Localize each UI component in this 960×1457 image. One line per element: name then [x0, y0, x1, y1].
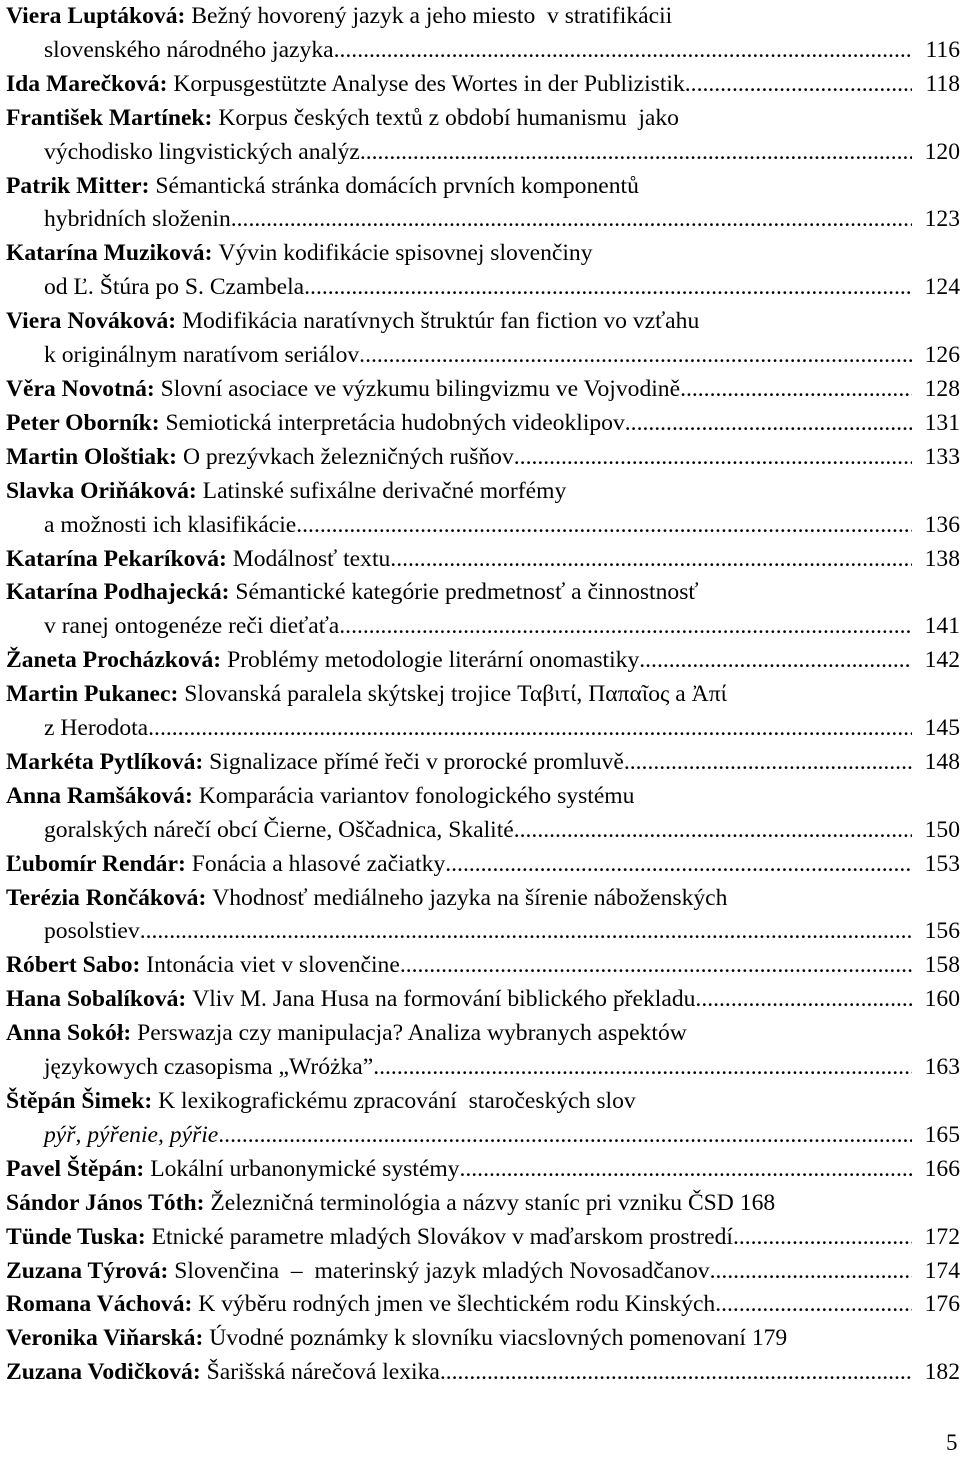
page-ref: 150: [924, 816, 960, 843]
entry-title: Sémantické kategórie predmetnosť a činnostnosť: [235, 579, 699, 606]
entry-title: Korpus českých textů z období humanismu jako: [218, 104, 679, 131]
entry-title: Sémantická stránka domácích prvních komponentů: [155, 172, 639, 199]
author-name: Zuzana Týrová:: [6, 1257, 169, 1284]
entry-title: Latinské sufixálne derivačné morfémy: [202, 477, 567, 504]
toc-entry: [6, 1288, 960, 1322]
entry-title: Semiotická interpretácia hudobných videoklipov: [165, 409, 625, 436]
dot-leader: [639, 644, 912, 678]
toc-line: [6, 136, 960, 170]
page-ref: 124: [924, 274, 960, 301]
toc-line: [6, 509, 960, 543]
page-ref: 116: [925, 36, 960, 63]
author-name: Ida Marečková:: [6, 70, 168, 97]
entry-title: z Herodota: [44, 715, 149, 742]
page-ref: 123: [924, 206, 960, 233]
entry-title: Etnické parametre mladých Slovákov v maďarskom prostredí..: [151, 1223, 745, 1250]
toc-line: [6, 407, 960, 441]
toc-line: [6, 610, 960, 644]
page-ref: 141: [924, 613, 960, 640]
author-name: Ľubomír Rendár:: [6, 850, 186, 877]
entry-title: slovenského národného jazyka: [44, 36, 334, 63]
toc-line: [6, 1187, 960, 1221]
toc-line: [6, 915, 960, 949]
dot-leader: [514, 441, 912, 475]
toc-line: [6, 1322, 960, 1356]
page-ref: 182: [924, 1359, 960, 1386]
toc-line: [6, 949, 960, 983]
toc-entry: [6, 543, 960, 577]
toc-line: [6, 305, 960, 339]
author-name: Veronika Viňarská:: [6, 1325, 204, 1352]
toc-line: [6, 170, 960, 204]
toc-line: [6, 814, 960, 848]
toc-line: [6, 1051, 960, 1085]
toc-entry: [6, 1221, 960, 1255]
entry-title: Vhodnosť mediálneho jazyka na šírenie náboženských: [212, 884, 728, 911]
entry-title: Korpusgestützte Analyse des Wortes in der Publizistik: [173, 70, 685, 97]
author-name: Viera Nováková:: [6, 308, 177, 335]
toc-entry: [6, 746, 960, 780]
page-ref: 168: [739, 1189, 776, 1216]
toc-entry: [6, 949, 960, 983]
dot-leader: [680, 373, 912, 407]
toc-entry: [6, 1017, 960, 1085]
dot-leader: [459, 1153, 912, 1187]
entry-title: Komparácia variantov fonologického systému: [198, 782, 635, 809]
toc-entry: [6, 441, 960, 475]
toc-entry: [6, 407, 960, 441]
entry-title: Slovanská paralela skýtskej trojice Ταβιτί, Παπαῖος a Ἀπί: [184, 681, 727, 708]
toc-line: [6, 0, 960, 34]
page-ref: 163: [924, 1054, 960, 1081]
author-name: Róbert Sabo:: [6, 952, 141, 979]
entry-title: Slovní asociace ve výzkumu bilingvizmu ve Vojvodině: [160, 375, 681, 402]
dot-leader: [710, 1255, 912, 1289]
entry-title: v ranej ontogenéze reči dieťaťa: [44, 613, 340, 640]
page-ref: 133: [924, 443, 960, 470]
dot-leader: [148, 712, 912, 746]
entry-title: K výběru rodných jmen ve šlechtickém rodu Kinských: [198, 1291, 716, 1318]
author-name: Markéta Pytlíková:: [6, 748, 204, 775]
author-name: Žaneta Procházková:: [6, 647, 222, 674]
entry-title: východisko lingvistických analýz: [44, 138, 360, 165]
dot-leader: [390, 543, 912, 577]
page-ref: 148: [924, 748, 960, 775]
entry-title: Šarišská nárečová lexika: [206, 1359, 440, 1386]
author-name: Peter Oborník:: [6, 409, 160, 436]
toc-line: [6, 780, 960, 814]
toc-line: [6, 203, 960, 237]
page-ref: 176: [924, 1291, 960, 1318]
dot-leader: [359, 339, 912, 373]
toc-line: [6, 475, 960, 509]
author-name: Slavka Oriňáková:: [6, 477, 197, 504]
author-name: Hana Sobalíková:: [6, 986, 187, 1013]
entry-title: Slovenčina – materinský jazyk mladých Novosadčanov: [174, 1257, 710, 1284]
toc-line: [6, 102, 960, 136]
toc-line: [6, 1288, 960, 1322]
toc-entry: [6, 576, 960, 644]
entry-title: O prezývkach železničných rušňov: [182, 443, 514, 470]
entry-title: Bežný hovorený jazyk a jeho miesto v stratifikácii: [191, 3, 673, 29]
toc-entry: [6, 1356, 960, 1390]
author-name: Katarína Muziková:: [6, 240, 213, 267]
page-number: 5: [946, 1430, 958, 1455]
page-ref: 158: [924, 952, 960, 979]
page-ref: 142: [924, 647, 960, 674]
toc-line: [6, 1356, 960, 1390]
toc-entry: [6, 1255, 960, 1289]
page-ref: 120: [924, 138, 960, 165]
page-ref: 138: [924, 545, 960, 572]
page-ref: 160: [924, 986, 960, 1013]
dot-leader: [140, 915, 912, 949]
dot-leader: [334, 34, 912, 68]
dot-leader: [296, 509, 912, 543]
toc-line: [6, 712, 960, 746]
toc-line: [6, 848, 960, 882]
dot-leader: [400, 949, 912, 983]
page-ref: 179: [751, 1325, 788, 1352]
entry-title: hybridních složenin: [44, 206, 231, 233]
page-ref: 165: [924, 1121, 960, 1148]
toc-line: [6, 1153, 960, 1187]
toc-line: [6, 68, 960, 102]
toc-line: [6, 1255, 960, 1289]
author-name: Tünde Tuska:: [6, 1223, 146, 1250]
toc-line: [6, 882, 960, 916]
toc-entry: [6, 102, 960, 170]
author-name: Anna Ramšáková:: [6, 782, 193, 809]
dot-leader: [304, 271, 912, 305]
toc-entry: [6, 678, 960, 746]
entry-title: Fonácia a hlasové začiatky: [191, 850, 446, 877]
toc-entry: [6, 780, 960, 848]
dot-leader: [445, 848, 912, 882]
toc-entry: [6, 305, 960, 373]
toc-line: [6, 746, 960, 780]
author-name: Sándor János Tóth:: [6, 1189, 205, 1216]
author-name: Martin Pukanec:: [6, 681, 179, 708]
toc-entry: [6, 1153, 960, 1187]
entry-title: Signalizace přímé řeči v prorocké promluvě: [209, 748, 624, 775]
author-name: Štěpán Šimek:: [6, 1088, 153, 1114]
toc-entry: [6, 848, 960, 882]
toc-line: [6, 441, 960, 475]
toc-line: [6, 271, 960, 305]
page-ref: 174: [924, 1257, 960, 1284]
entry-title: posolstiev: [44, 918, 140, 945]
author-name: Katarína Pekaríková:: [6, 545, 227, 572]
dot-leader: [685, 68, 912, 102]
toc-entry: [6, 983, 960, 1017]
author-name: Věra Novotná:: [6, 375, 155, 402]
toc-line: [6, 1085, 960, 1119]
dot-leader: [218, 1119, 912, 1153]
entry-title: Modifikácia naratívnych štruktúr fan fiction vo vzťahu: [182, 308, 700, 335]
toc-line: [6, 678, 960, 712]
author-name: Zuzana Vodičková:: [6, 1359, 201, 1386]
dot-leader: [715, 1288, 912, 1322]
toc-line: [6, 644, 960, 678]
dot-leader: [514, 814, 912, 848]
entry-title: a možnosti ich klasifikácie: [44, 511, 297, 538]
page-ref: 136: [924, 511, 960, 538]
page-ref: 145: [924, 715, 960, 742]
author-name: Romana Váchová:: [6, 1291, 193, 1318]
page-ref: 131: [924, 409, 960, 436]
toc-entry: [6, 1085, 960, 1153]
page-ref: 126: [924, 342, 960, 369]
author-name: Patrik Mitter:: [6, 172, 150, 199]
toc-entry: [6, 237, 960, 305]
entry-title: k originálnym naratívom seriálov: [44, 342, 360, 369]
page-ref: 166: [924, 1155, 960, 1182]
entry-title: Problémy metodologie literární onomastiky: [227, 647, 640, 674]
entry-title: od Ľ. Štúra po S. Czambela: [44, 274, 305, 301]
toc-line: [6, 983, 960, 1017]
dot-leader: [695, 983, 912, 1017]
toc-line: [6, 1017, 960, 1051]
page-ref: 156: [924, 918, 960, 945]
entry-title: pýř, pýřenie, pýřie: [44, 1121, 219, 1148]
entry-title: Vývin kodifikácie spisovnej slovenčiny: [218, 240, 593, 267]
toc-line: [6, 1221, 960, 1255]
page-ref: 128: [924, 375, 960, 402]
page-ref: 153: [924, 850, 960, 877]
entry-title: Intonácia viet v slovenčine: [146, 952, 400, 979]
entry-title: K lexikografickému zpracování staročeských slov: [158, 1088, 636, 1114]
toc-entry: [6, 475, 960, 543]
author-name: Pavel Štěpán:: [6, 1155, 145, 1182]
toc-entry: [6, 1187, 960, 1221]
toc-line: [6, 339, 960, 373]
dot-leader: [745, 1221, 912, 1255]
toc-line: [6, 237, 960, 271]
author-name: Terézia Rončáková:: [6, 884, 207, 911]
toc-entry: [6, 373, 960, 407]
dot-leader: [625, 407, 912, 441]
page-ref: 118: [925, 70, 960, 97]
entry-title: Vliv M. Jana Husa na formování biblického překladu: [192, 986, 696, 1013]
dot-leader: [373, 1051, 912, 1085]
toc-line: [6, 576, 960, 610]
entry-title: językowych czasopisma „Wróżka”: [44, 1054, 374, 1081]
entry-title: Modálnosť textu: [232, 545, 391, 572]
author-name: František Martínek:: [6, 104, 213, 131]
dot-leader: [339, 610, 912, 644]
toc-line: [6, 1119, 960, 1153]
table-of-contents: [6, 0, 960, 1390]
toc-entry: [6, 0, 960, 68]
author-name: Viera Luptáková:: [6, 3, 186, 29]
entry-title: Lokální urbanonymické systémy: [150, 1155, 460, 1182]
dot-leader: [231, 203, 912, 237]
toc-line: [6, 373, 960, 407]
toc-entry: [6, 882, 960, 950]
toc-entry: [6, 68, 960, 102]
entry-title: goralských nárečí obcí Čierne, Oščadnica, Skalité: [44, 816, 514, 843]
author-name: Anna Sokół:: [6, 1020, 132, 1047]
author-name: Martin Ološtiak:: [6, 443, 178, 470]
entry-title: Úvodné poznámky k slovníku viacslovných pomenovaní: [209, 1325, 746, 1352]
page-ref: 172: [924, 1223, 960, 1250]
author-name: Katarína Podhajecká:: [6, 579, 230, 606]
dot-leader: [440, 1356, 912, 1390]
toc-line: [6, 34, 960, 68]
toc-entry: [6, 170, 960, 238]
dot-leader: [360, 136, 912, 170]
toc-line: [6, 543, 960, 577]
entry-title: Perswazja czy manipulacja? Analiza wybranych aspektów: [137, 1020, 687, 1047]
toc-entry: [6, 644, 960, 678]
entry-title: Železničná terminológia a názvy staníc pri vzniku ČSD: [210, 1189, 734, 1216]
dot-leader: [624, 746, 912, 780]
toc-entry: [6, 1322, 960, 1356]
